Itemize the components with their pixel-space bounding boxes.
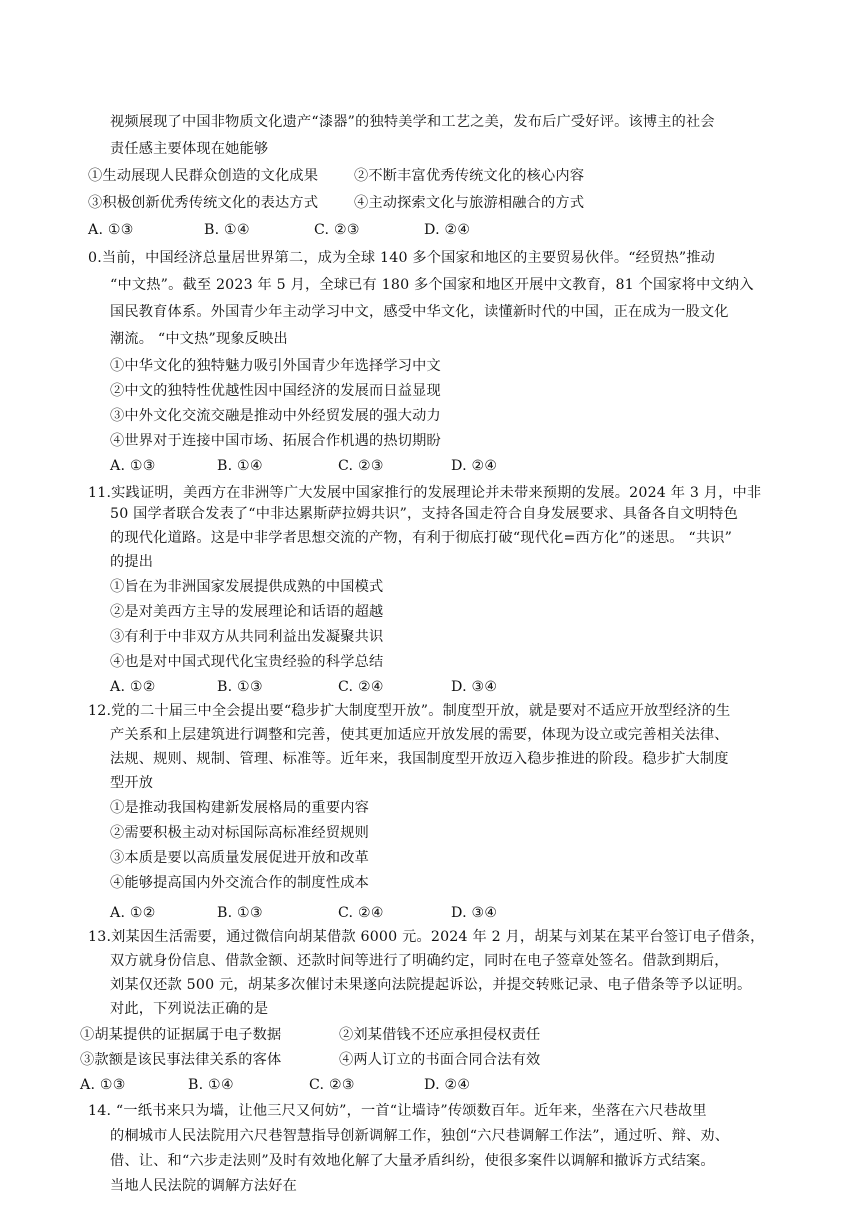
q12-item-2: ②需要积极主动对标国际高标准经贸规则 <box>110 825 369 841</box>
q9-item-3: ③积极创新优秀传统文化的表达方式 <box>88 195 319 211</box>
q12-option-b: B. ①③ <box>217 905 263 921</box>
q14-stem-line-1: 14. “一纸书来只为墙，让他三尺又何妨”，一首“让墙诗”传颂数百年。近年来，坐落在六尺巷故里 <box>88 1103 707 1119</box>
q11-stem-line-2: 50 国学者联合发表了“中非达累斯萨拉姆共识”，支持各国走符合自身发展要求、具备各自文明特色 <box>110 506 738 522</box>
q11-option-c: C. ②④ <box>338 679 384 695</box>
q9-item-4: ④主动探索文化与旅游相融合的方式 <box>354 195 585 211</box>
q12-stem-line-1: 12.党的二十届三中全会提出要“稳步扩大制度型开放”。制度型开放，就是要对不适应开放型经济的生 <box>88 703 731 719</box>
q13-option-d: D. ②④ <box>424 1077 471 1093</box>
q10-item-2: ②中文的独特性优越性因中国经济的发展而日益显现 <box>110 383 441 399</box>
q11-option-d: D. ③④ <box>451 679 498 695</box>
q11-item-1: ①旨在为非洲国家发展提供成熟的中国模式 <box>110 579 384 595</box>
q13-item-1: ①胡某提供的证据属于电子数据 <box>80 1027 282 1043</box>
q13-option-c: C. ②③ <box>309 1077 355 1093</box>
q12-option-a: A. ①② <box>110 905 156 921</box>
q11-item-3: ③有利于中非双方从共同利益出发凝聚共识 <box>110 629 384 645</box>
q11-stem-line-4: 的提出 <box>110 554 154 570</box>
q12-stem-line-2: 产关系和上层建筑进行调整和完善，使其更加适应开放发展的需要，体现为设立或完善相关法律、 <box>110 727 729 743</box>
q12-item-3: ③本质是要以高质量发展促进开放和改革 <box>110 850 369 866</box>
q9-item-2: ②不断丰富优秀传统文化的核心内容 <box>354 168 585 184</box>
q10-option-c: C. ②③ <box>338 458 384 474</box>
q14-stem-line-4: 当地人民法院的调解方法好在 <box>110 1178 298 1194</box>
q14-stem-line-3: 借、让、和“六步走法则”及时有效地化解了大量矛盾纠纷，使很多案件以调解和撤诉方式结案。 <box>110 1153 715 1169</box>
q12-option-c: C. ②④ <box>338 905 384 921</box>
q13-item-4: ④两人订立的书面合同合法有效 <box>339 1052 541 1068</box>
q10-item-1: ①中华文化的独特魅力吸引外国青少年选择学习中文 <box>110 358 441 374</box>
q13-item-3: ③款额是该民事法律关系的客体 <box>80 1052 282 1068</box>
q9-option-d: D. ②④ <box>424 222 471 238</box>
q11-option-a: A. ①② <box>110 679 156 695</box>
q9-option-a: A. ①③ <box>88 222 134 238</box>
q9-stem-line-1: 视频展现了中国非物质文化遗产“漆器”的独特美学和工艺之美，发布后广受好评。该博主的社会 <box>110 114 715 130</box>
q10-stem-line-4: 潮流。 “中文热”现象反映出 <box>110 331 288 347</box>
q11-option-b: B. ①③ <box>217 679 263 695</box>
q13-stem-line-3: 刘某仅还款 500 元，胡某多次催讨未果遂向法院提起诉讼，并提交转账记录、电子借条等予以证明。 <box>110 977 752 993</box>
q10-stem-line-2: “中文热”。截至 2023 年 5 月，全球已有 180 多个国家和地区开展中文教育，81 个国家将中文纳入 <box>110 277 754 293</box>
q12-item-1: ①是推动我国构建新发展格局的重要内容 <box>110 800 369 816</box>
q12-item-4: ④能够提高国内外交流合作的制度性成本 <box>110 875 369 891</box>
q9-option-b: B. ①④ <box>204 222 250 238</box>
q10-option-d: D. ②④ <box>451 458 498 474</box>
q13-option-b: B. ①④ <box>188 1077 234 1093</box>
q12-option-d: D. ③④ <box>451 905 498 921</box>
q13-stem-line-2: 双方就身份信息、借款金额、还款时间等进行了明确约定，同时在电子签章处签名。借款到期后， <box>110 953 729 969</box>
q13-option-a: A. ①③ <box>80 1077 126 1093</box>
q11-stem-line-1: 11.实践证明，美西方在非洲等广大发展中国家推行的发展理论并未带来预期的发展。2024 年 3 月，中非 <box>88 485 762 501</box>
q10-option-b: B. ①④ <box>217 458 263 474</box>
q9-item-1: ①生动展现人民群众创造的文化成果 <box>88 168 319 184</box>
q10-item-4: ④世界对于连接中国市场、拓展合作机遇的热切期盼 <box>110 433 441 449</box>
q9-stem-line-2: 责任感主要体现在她能够 <box>110 141 269 157</box>
q10-stem-line-1: 0.当前，中国经济总量居世界第二，成为全球 140 多个国家和地区的主要贸易伙伴。“经贸热”推动 <box>88 250 716 266</box>
q10-option-a: A. ①③ <box>110 458 156 474</box>
q13-item-2: ②刘某借钱不还应承担侵权责任 <box>339 1027 541 1043</box>
q11-stem-line-3: 的现代化道路。这是中非学者思想交流的产物，有利于彻底打破“现代化=西方化”的迷思。 “共识” <box>110 530 733 546</box>
q12-stem-line-4: 型开放 <box>110 775 154 791</box>
q11-item-4: ④也是对中国式现代化宝贵经验的科学总结 <box>110 654 384 670</box>
q10-stem-line-3: 国民教育体系。外国青少年主动学习中文，感受中华文化，读懂新时代的中国，正在成为一股文化 <box>110 304 729 320</box>
q9-option-c: C. ②③ <box>314 222 360 238</box>
q11-item-2: ②是对美西方主导的发展理论和话语的超越 <box>110 604 384 620</box>
q13-stem-line-1: 13.刘某因生活需要，通过微信向胡某借款 6000 元。2024 年 2 月，胡某与刘某在某平台签订电子借条， <box>88 929 765 945</box>
q14-stem-line-2: 的桐城市人民法院用六尺巷智慧指导创新调解工作，独创“六尺巷调解工作法”，通过听、辩、劝、 <box>110 1128 730 1144</box>
q12-stem-line-3: 法规、规则、规制、管理、标准等。近年来，我国制度型开放迈入稳步推进的阶段。稳步扩大制度 <box>110 751 729 767</box>
q10-item-3: ③中外文化交流交融是推动中外经贸发展的强大动力 <box>110 408 441 424</box>
q13-stem-line-4: 对此，下列说法正确的是 <box>110 1001 269 1017</box>
